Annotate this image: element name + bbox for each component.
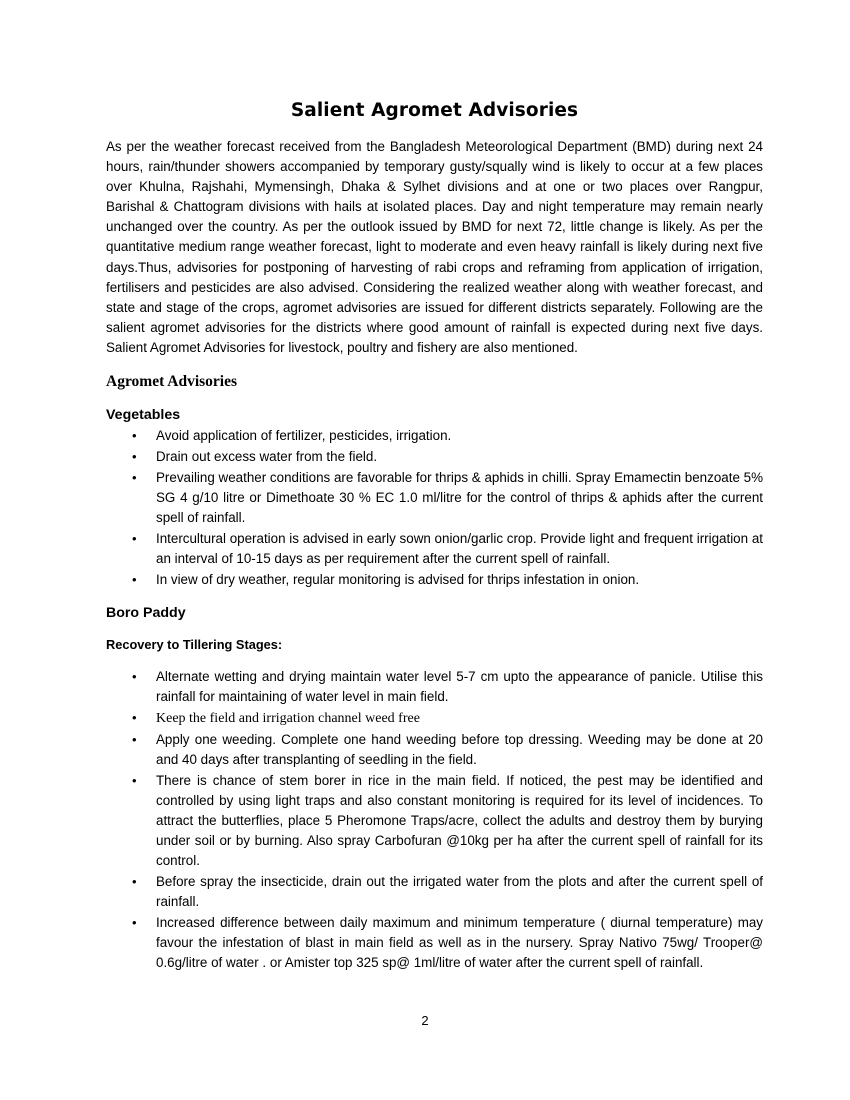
bullet-icon: •	[132, 531, 137, 547]
bullet-icon: •	[132, 874, 137, 890]
page-number: 2	[421, 1013, 429, 1028]
intro-paragraph: As per the weather forecast received from the Bangladesh Meteorological Department (BMD) during next 24 hours, rain/thunder showers accompanied by temporary gusty/squally wind is likely to occur at a few places over Khulna, Rajshahi, Mymensingh, Dhaka & Sylhet divisions and at one or two places over Rangpur, Barishal & Chattogram divisions with hails at isolated places. Day and night temperature may remain nearly unchanged over the country. As per the outlook issued by BMD for next 72, little change is likely. As per the quantitative medium range weather forecast, light to moderate and even heavy rainfall is likely during next five days.Thus, advisories for postponing of harvesting of rabi crops and reframing from application of irrigation, fertilisers and pesticides are also advised. Considering the realized weather along with weather forecast, and state and stage of the crops, agromet advisories are issued for different districts separately. Following are the salient agromet advisories for the districts where good amount of rainfall is expected during next five days. Salient Agromet Advisories for livestock, poultry and fishery are also mentioned.	[106, 139, 763, 355]
list-item: • Intercultural operation is advised in early sown onion/garlic crop. Provide light and frequent irrigation at an interval of 10-15 days as per requirement after the current spell of rainfall.	[132, 531, 763, 567]
bullet-icon: •	[132, 710, 137, 726]
bullet-icon: •	[132, 732, 137, 748]
section-heading: Agromet Advisories	[106, 373, 238, 391]
bullet-icon: •	[132, 669, 137, 685]
tillering-subheading: Recovery to Tillering Stages:	[106, 637, 283, 653]
list-item: • Apply one weeding. Complete one hand weeding before top dressing. Weeding may be done at 20 and 40 days after transplanting of seedling in the field.	[132, 732, 763, 768]
boro-paddy-list	[106, 667, 763, 973]
page-title: Salient Agromet Advisories	[290, 100, 579, 121]
list-item: • Avoid application of fertilizer, pesticides, irrigation.	[106, 426, 763, 446]
bullet-icon: •	[132, 572, 137, 588]
bullet-icon: •	[132, 915, 137, 931]
list-item: • Increased difference between daily maximum and minimum temperature ( diurnal temperature) may favour the infestation of blast in main field as well as in the nursery. Spray Nativo 75wg/ Trooper@ 0.6g/litre of water . or Amister top 325 sp@ 1ml/litre of water after the current spell of rainfall.	[132, 915, 763, 971]
document-page	[106, 100, 763, 974]
list-item: • Prevailing weather conditions are favorable for thrips & aphids in chilli. Spray Emamectin benzoate 5% SG 4 g/10 litre or Dimethoate 30 % EC 1.0 ml/litre for the control of thrips & aphids after the current spell of rainfall.	[132, 470, 763, 526]
list-item: • Drain out excess water from the field.	[106, 447, 763, 467]
bullet-icon: •	[132, 449, 137, 465]
list-item: • Keep the field and irrigation channel weed free	[132, 710, 420, 727]
bullet-icon: •	[132, 470, 137, 486]
list-item: • In view of dry weather, regular monitoring is advised for thrips infestation in onion.	[106, 570, 763, 590]
bullet-icon: •	[132, 428, 137, 444]
list-item: • Alternate wetting and drying maintain water level 5-7 cm upto the appearance of panicle. Utilise this rainfall for maintaining of water level in main field.	[132, 669, 763, 705]
vegetables-heading: Vegetables	[106, 407, 181, 424]
list-item: • There is chance of stem borer in rice in the main field. If noticed, the pest may be identified and controlled by using light traps and also constant monitoring is required for its level of incidences. To attract the butterflies, place 5 Pheromone Traps/acre, collect the adults and destroy them by burying under soil or by burning. Also spray Carbofuran @10kg per ha after the current spell of rainfall for its control.	[132, 773, 763, 869]
bullet-icon: •	[132, 773, 137, 789]
vegetables-list	[106, 426, 763, 590]
list-item: • Before spray the insecticide, drain out the irrigated water from the plots and after the current spell of rainfall.	[132, 874, 763, 910]
boro-paddy-heading: Boro Paddy	[106, 605, 186, 622]
